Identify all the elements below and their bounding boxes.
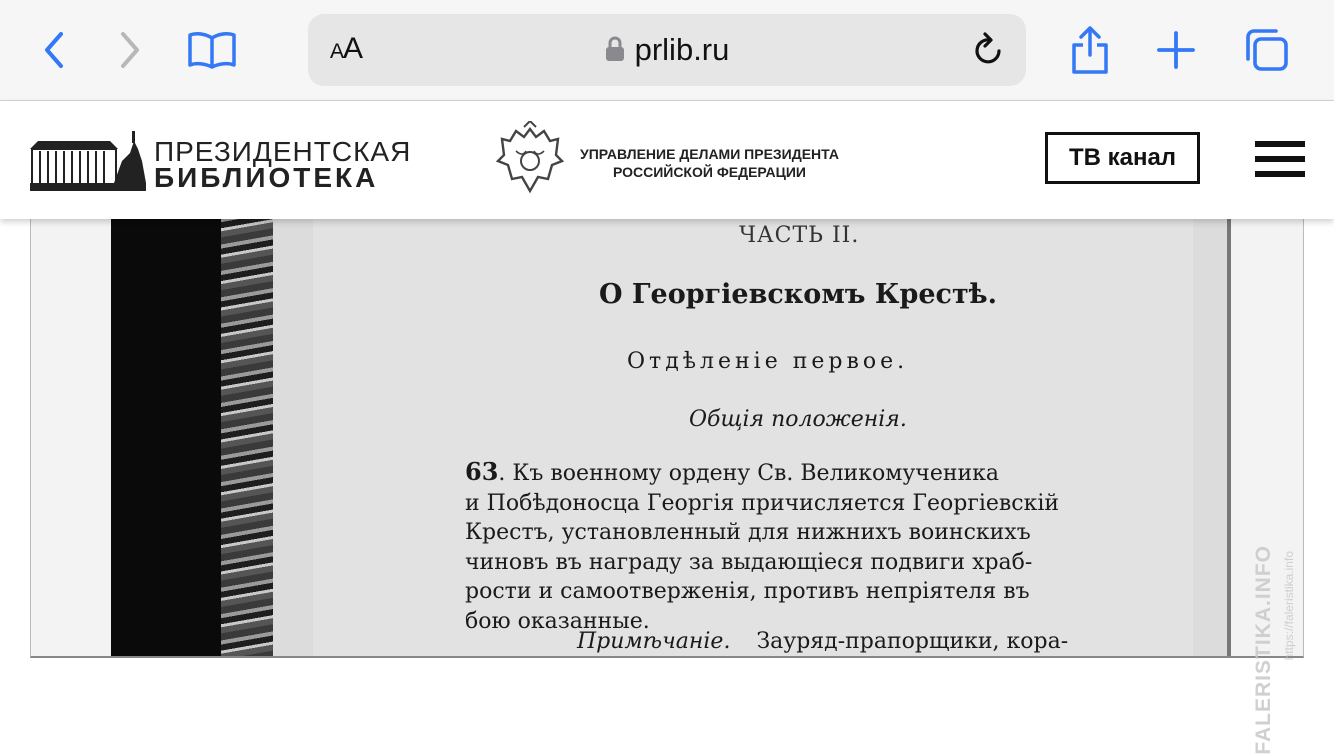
article-line: чиновъ въ награду за выдающіеся подвиги храб- [465, 549, 1033, 575]
hamburger-menu-icon[interactable] [1255, 141, 1305, 177]
address-bar[interactable] [308, 14, 1026, 86]
tv-channel-button[interactable]: ТВ канал [1045, 132, 1200, 184]
tabs-icon [1242, 27, 1290, 73]
note-label: Примѣчаніе. [577, 629, 731, 654]
reload-button[interactable] [970, 30, 1006, 75]
chevron-left-icon [39, 30, 69, 70]
admin-line-2: РОССИЙСКОЙ ФЕДЕРАЦИИ [612, 164, 806, 180]
subsection-heading: Общія положенія. [689, 407, 907, 432]
share-button[interactable] [1062, 22, 1118, 78]
scanned-page-viewer[interactable] [30, 210, 1304, 661]
section-heading: Отдѣленіе первое. [627, 349, 909, 374]
note-text: Зауряд-прапорщики, кора- [756, 629, 1069, 654]
chapter-title: О Георгіевскомъ Крестѣ. [599, 279, 998, 310]
site-header [0, 101, 1334, 219]
article-paragraph [465, 457, 1155, 636]
article-line: бою оказанные. [465, 608, 650, 634]
article-line: рости и самоотверженія, противъ непріятеля въ [465, 579, 1030, 604]
part-heading: ЧАСТЬ II. [739, 223, 860, 248]
marbled-cover-edge [221, 211, 273, 658]
article-line: 63. Къ военному ордену Св. Великомученика [465, 457, 1000, 486]
logo-line-2: БИБЛИОТЕКА [154, 162, 379, 193]
url-display[interactable] [308, 32, 1026, 68]
watermark-site-name: FALERISTIKA.INFO [1252, 545, 1275, 755]
library-logo[interactable] [30, 127, 146, 198]
new-tab-button[interactable] [1148, 22, 1204, 78]
admin-line-1: УПРАВЛЕНИЕ ДЕЛАМИ ПРЕЗИДЕНТА [580, 146, 839, 162]
page-content [313, 211, 1193, 658]
browser-toolbar [0, 0, 1334, 101]
lock-icon [605, 36, 625, 62]
plus-icon [1156, 30, 1196, 70]
bookmarks-button[interactable] [184, 22, 240, 78]
library-building-icon [30, 127, 146, 193]
forward-button[interactable] [102, 22, 158, 78]
book-icon [186, 30, 238, 70]
book-spine [111, 211, 221, 658]
presidential-administration-text[interactable] [580, 145, 839, 181]
back-button[interactable] [26, 22, 82, 78]
tabs-button[interactable] [1238, 22, 1294, 78]
watermark-url: https://faleristika.info [1282, 551, 1296, 661]
coat-of-arms-emblem [494, 121, 566, 204]
note-line [577, 629, 1068, 654]
double-headed-eagle-icon [494, 121, 566, 199]
chevron-right-icon [115, 30, 145, 70]
watermark [1252, 545, 1312, 755]
text-size-button[interactable]: AA [330, 32, 363, 65]
url-text: prlib.ru [634, 32, 730, 67]
reload-icon [970, 30, 1006, 70]
logo-line-1: ПРЕЗИДЕНТСКАЯ [154, 136, 412, 167]
article-number: 63 [465, 457, 499, 486]
share-icon [1068, 25, 1112, 75]
article-line: и Побѣдоносца Георгія причисляется Георгіевскій [465, 490, 1060, 516]
article-line: Крестъ, установленный для нижнихъ воинскихъ [465, 520, 1031, 545]
page-edge-shadow [1227, 211, 1231, 658]
library-logo-text[interactable] [154, 136, 412, 193]
